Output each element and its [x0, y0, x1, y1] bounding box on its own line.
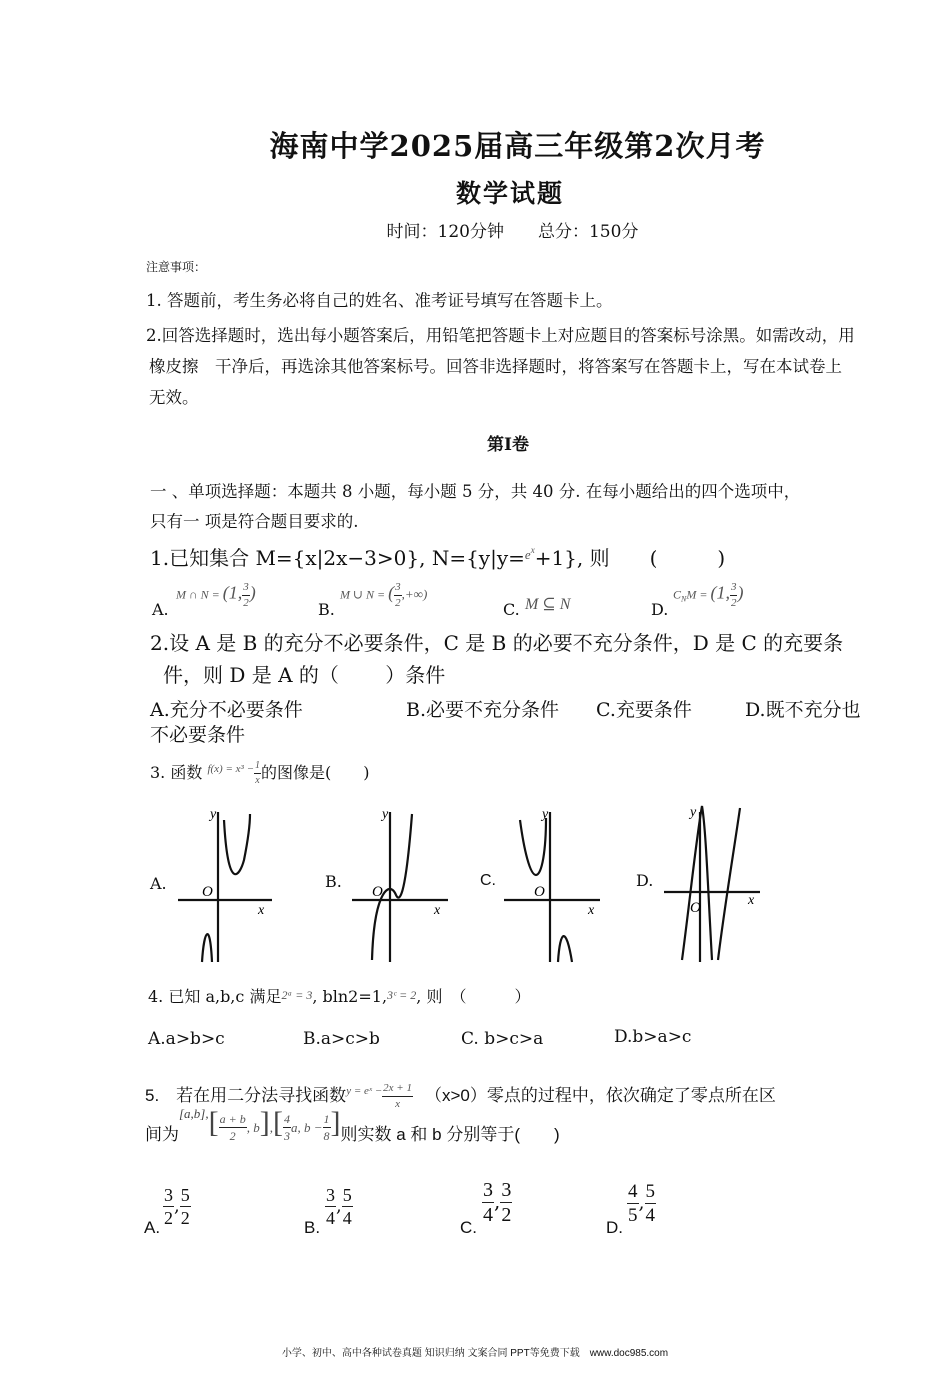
- graph-b-y-label: y: [382, 807, 389, 822]
- q5-a-n1: 3: [164, 1185, 173, 1205]
- graph-c-left-branch: [520, 818, 546, 875]
- q1-option-a-math: [176, 582, 256, 609]
- q5-int3-num2: 1: [323, 1112, 330, 1127]
- q5-a-frac-1: [163, 1186, 174, 1227]
- exam-subtitle: 数学试题: [455, 179, 564, 208]
- q1-b-num: 3: [394, 582, 402, 596]
- q2-option-b[interactable]: B.必要不充分条件: [406, 699, 560, 721]
- q4-stem-part-b: , bln2=1,: [312, 987, 388, 1006]
- q1-a-left: (1,: [222, 582, 243, 603]
- q1-exp-base: e: [524, 547, 531, 562]
- q5-b-frac-2: [342, 1186, 353, 1227]
- graph-b-origin: O: [372, 884, 383, 900]
- q1-option-c-label[interactable]: C.: [503, 600, 520, 619]
- question-4-stem: [148, 984, 530, 1007]
- question-2-line-2: 件，则 D 是 A 的（ ）条件: [163, 663, 446, 687]
- q5-c-n2: 3: [501, 1179, 512, 1201]
- q5-function: y = eˣ −: [346, 1085, 383, 1097]
- q3-frac-num: 1: [254, 761, 261, 774]
- question-5-stem-line-2: 间为$^{[a,b],}$[ $\frac{a + b}{2}$ , b],[ $\frac{4}{3}$ a, b − $\frac{1}{8}$ ]则实数 a 和 b 分别等于( ): [145, 1106, 560, 1145]
- q5-stem-part-b: （x>0）零点的过程中，依次确定了零点所在区: [424, 1086, 776, 1105]
- q2-option-a[interactable]: A.充分不必要条件: [150, 699, 303, 721]
- q5-d-frac-1: [627, 1182, 639, 1225]
- q5-d-comma: ,: [638, 1191, 645, 1214]
- graph-b-x-label: x: [434, 903, 441, 918]
- q5-option-a-value: [163, 1186, 191, 1227]
- q5-interval-1: [a,b],: [179, 1106, 209, 1121]
- graph-d-x-label: x: [748, 893, 755, 908]
- q5-c-frac-2: [500, 1180, 512, 1225]
- q5-option-b-value: [325, 1186, 353, 1227]
- q5-bracket-close-2: ]: [259, 1106, 270, 1139]
- q1-d-den: 2: [730, 597, 737, 609]
- q5-interval-3-frac-2: [323, 1113, 331, 1142]
- time-score-info: 时间：120分钟 总分：150分: [386, 222, 639, 242]
- q5-d-d1: 5: [628, 1205, 638, 1226]
- question-1-stem: [150, 542, 725, 571]
- q5-int2-num: a + b: [219, 1112, 246, 1127]
- q5-b-d2: 4: [342, 1208, 352, 1228]
- q2-option-c[interactable]: C.充要条件: [596, 699, 692, 721]
- graph-a-y-label: y: [210, 807, 217, 822]
- q4-option-c[interactable]: C. b>c>a: [461, 1029, 544, 1049]
- graph-d-right-branch: [718, 808, 740, 960]
- graph-c-origin: O: [534, 884, 545, 900]
- q5-option-d-value: [627, 1182, 656, 1225]
- q2-option-d-continued: 不必要条件: [150, 724, 246, 746]
- graph-c-right-branch: [558, 936, 572, 962]
- q5-option-d-label[interactable]: D.: [606, 1218, 623, 1237]
- q1-option-a-label[interactable]: A.: [152, 600, 169, 619]
- q5-a-d2: 2: [180, 1208, 190, 1228]
- q5-c-frac-1: [482, 1180, 494, 1225]
- q5-int2-tail: , b: [246, 1120, 260, 1135]
- q1-b-left: (: [388, 582, 395, 603]
- q5-bracket-close-3: ]: [330, 1106, 341, 1139]
- q1-d-left: (1,: [710, 582, 730, 603]
- q4-option-b[interactable]: B.a>c>b: [303, 1029, 380, 1049]
- q4-stem-part-a: 4. 已知 a,b,c 满足: [148, 987, 282, 1006]
- q3-option-a-label[interactable]: A.: [150, 874, 167, 893]
- q1-b-right: ,+∞): [401, 586, 428, 602]
- q3-frac-den: x: [255, 775, 260, 786]
- q5-option-b-label[interactable]: B.: [304, 1218, 321, 1237]
- q3-stem-part-b: 的图像是( ): [261, 763, 370, 782]
- section-title: 第Ⅰ卷: [487, 435, 529, 455]
- q3-function: f(x) = x³ −: [207, 763, 254, 775]
- question-3-stem: [150, 760, 370, 786]
- graph-c-x-label: x: [588, 903, 595, 918]
- q4-math-2: 3ᶜ = 2: [387, 988, 417, 1002]
- exam-title: 海南中学2025届高三年级第2次月考: [269, 129, 766, 163]
- q5-b-n2: 5: [342, 1185, 352, 1205]
- graph-a-right-branch: [224, 814, 250, 874]
- q3-option-d-label[interactable]: D.: [636, 871, 654, 890]
- note-item-2-line-2: 橡皮擦 干净后，再选涂其他答案标号。回答非选择题时，将答案写在答题卡上，写在本试卷上: [149, 357, 842, 376]
- q1-stem-part-b: +1}, 则 ( ): [534, 546, 726, 570]
- q5-int3-den: 3: [283, 1129, 290, 1144]
- note-item-2-line-3: 无效。: [149, 388, 199, 407]
- q5-b-n1: 3: [326, 1185, 335, 1205]
- q5-option-c-value: [482, 1180, 512, 1225]
- page-footer: 小学、初中、高中各种试卷真题 知识归纳 文案合同 PPT等免费下载 www.doc985.com: [281, 1348, 669, 1359]
- q5-b-comma: ,: [336, 1195, 342, 1217]
- q5-int3-num: 4: [283, 1112, 290, 1127]
- graph-a-left-branch: [202, 934, 212, 962]
- q5-c-comma: ,: [494, 1189, 501, 1213]
- note-item-2-line-1: 2.回答选择题时，选出每小题答案后，用铅笔把答题卡上对应题目的答案标号涂黑。如需改动，用: [146, 326, 855, 345]
- q1-d-expr: M =: [686, 587, 708, 602]
- q5-a-n2: 5: [180, 1185, 190, 1205]
- q5-d-n2: 5: [645, 1181, 656, 1202]
- q5-interval-2-frac: [219, 1113, 247, 1142]
- graph-d-y-label: y: [690, 805, 697, 820]
- q1-a-den: 2: [243, 597, 249, 609]
- q5-bracket-open-3: [: [272, 1106, 283, 1139]
- graph-a-origin: O: [202, 884, 213, 900]
- q3-graph-a[interactable]: [172, 800, 282, 965]
- q3-option-b-label[interactable]: B.: [325, 872, 342, 891]
- q5-func-den: x: [395, 1098, 400, 1111]
- graph-d-left-branch: [682, 806, 712, 960]
- q5-option-c-label[interactable]: C.: [460, 1218, 477, 1237]
- note-item-1: 1. 答题前，考生务必将自己的姓名、准考证号填写在答题卡上。: [146, 291, 613, 310]
- q1-option-d-math: [673, 582, 743, 609]
- q5-d-n1: 4: [628, 1181, 638, 1202]
- q5-interval-3-frac: [283, 1113, 291, 1142]
- q1-d-sub: N: [681, 594, 687, 604]
- q1-d-c: C: [673, 587, 682, 602]
- question-2-line-1: 2.设 A 是 B 的充分不必要条件，C 是 B 的必要不充分条件，D 是 C 的充要条: [150, 631, 844, 655]
- q5-b-d1: 4: [326, 1208, 335, 1228]
- q5-option-a-label[interactable]: A.: [144, 1218, 161, 1237]
- q3-frac: [254, 761, 261, 786]
- q1-b-frac: [394, 582, 402, 609]
- q1-b-den: 2: [395, 597, 401, 609]
- q5-c-n1: 3: [483, 1179, 493, 1201]
- q1-exp-sup: x: [530, 545, 535, 555]
- q1-a-right: ): [249, 582, 256, 603]
- graph-c-y-label: y: [542, 807, 549, 822]
- q5-d-d2: 4: [645, 1205, 656, 1226]
- q1-option-d-label[interactable]: D.: [651, 600, 669, 619]
- q5-d-frac-2: [645, 1182, 657, 1225]
- q5-func-num: 2x + 1: [382, 1083, 413, 1097]
- graph-a-x-label: x: [258, 903, 265, 918]
- q3-graph-c[interactable]: [500, 800, 610, 965]
- q4-option-a[interactable]: A.a>b>c: [148, 1029, 225, 1049]
- q5-a-comma: ,: [174, 1195, 180, 1217]
- q5-c-d2: 2: [501, 1204, 512, 1226]
- q1-a-expr: M ∩ N =: [176, 587, 220, 602]
- q5-int3-mid: a, b −: [290, 1120, 323, 1135]
- q3-graph-d[interactable]: [660, 800, 770, 965]
- q5-line2-part-b: 则实数 a 和 b 分别等于( ): [340, 1125, 560, 1145]
- q1-option-b-label[interactable]: B.: [318, 600, 335, 619]
- q5-a-d1: 2: [164, 1208, 173, 1228]
- section-instruction-line-1: 一 、单项选择题：本题共 8 小题，每小题 5 分，共 40 分. 在每小题给出的四个选项中，: [150, 482, 801, 501]
- q1-d-num: 3: [730, 582, 738, 596]
- q3-stem-part-a: 3. 函数: [150, 763, 203, 782]
- q1-b-expr: M ∪ N =: [340, 587, 386, 602]
- section-instruction-line-2: 只有一 项是符合题目要求的.: [150, 512, 359, 531]
- graph-d-origin: O: [690, 900, 701, 916]
- q5-line2-part-a: 间为: [145, 1125, 179, 1145]
- q1-stem-part-a: 1.已知集合 M={x|2x−3>0}, N={y|y=: [150, 546, 525, 570]
- q5-stem-part-a: 5. 若在用二分法寻找函数: [145, 1086, 347, 1105]
- q1-a-num: 3: [242, 582, 250, 596]
- q1-a-frac: [242, 582, 250, 609]
- q5-int3-den2: 8: [323, 1129, 330, 1144]
- q1-d-right: ): [737, 582, 744, 603]
- q3-option-c-label[interactable]: C.: [480, 872, 496, 889]
- q5-bracket-open-2: [: [208, 1106, 219, 1139]
- q1-option-c-math: M ⊆ N: [525, 596, 571, 613]
- q4-option-d[interactable]: D.b>a>c: [614, 1027, 692, 1047]
- q3-graph-b[interactable]: [348, 800, 458, 965]
- q5-int2-den: 2: [229, 1129, 236, 1144]
- notes-heading: 注意事项：: [146, 260, 207, 274]
- q1-option-b-math: [340, 582, 427, 609]
- q5-c-d1: 4: [483, 1204, 493, 1226]
- q5-b-frac-1: [325, 1186, 336, 1227]
- q4-stem-part-c: , 则 （ ）: [416, 987, 531, 1006]
- q4-math-1: 2ᵃ = 3: [281, 988, 313, 1002]
- q2-option-d[interactable]: D.既不充分也: [745, 699, 861, 721]
- q5-a-frac-2: [180, 1186, 191, 1227]
